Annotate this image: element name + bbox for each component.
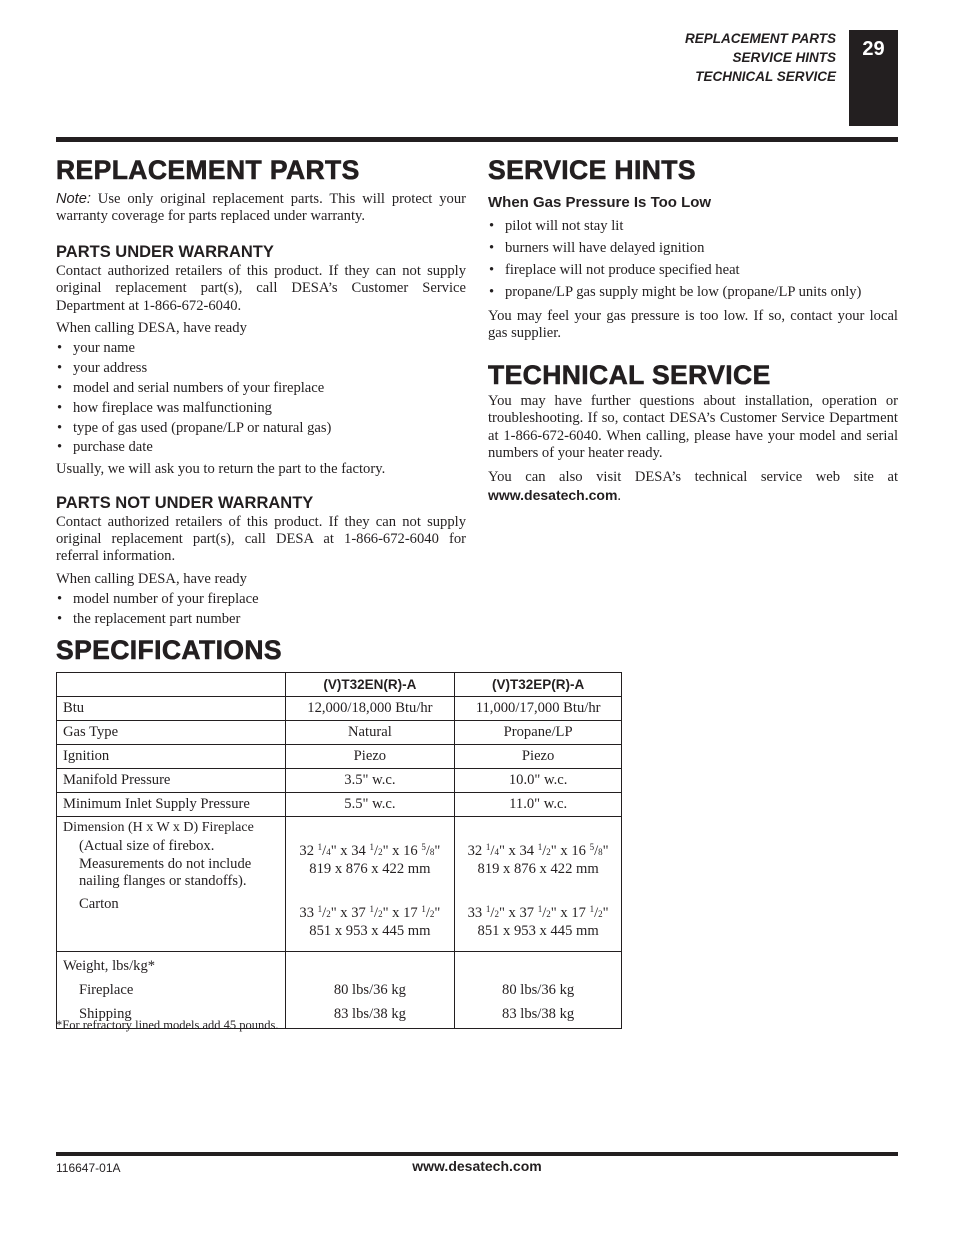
- table-cell: Ignition: [57, 745, 286, 769]
- list-item: • model number of your fireplace: [56, 590, 466, 610]
- table-cell: 3.5" w.c.: [285, 769, 455, 793]
- weight-fireplace-label: Fireplace: [79, 981, 134, 998]
- header-label-replacement-parts: REPLACEMENT PARTS: [684, 31, 836, 46]
- table-header-row: [57, 673, 622, 697]
- table-cell: 10.0" w.c.: [455, 769, 622, 793]
- table-cell: Piezo: [285, 745, 455, 769]
- header-label-service-hints: SERVICE HINTS: [732, 50, 836, 65]
- list-item: • how fireplace was malfunctioning: [56, 399, 466, 419]
- table-cell: [57, 951, 286, 1028]
- fireplace-dimension-mm: 819 x 876 x 422 mm: [477, 861, 599, 878]
- list-item: • the replacement part number: [56, 610, 466, 630]
- table-cell: [57, 817, 286, 952]
- technical-service-para2-text: You can also visit DESA’s technical service web site at: [488, 469, 898, 486]
- carton-dimension-inches: 33 $^1$/2" x 37 $^1$/2" x 17 $^1$/2": [299, 903, 441, 921]
- footer-website-link[interactable]: www.desatech.com: [412, 1158, 542, 1174]
- table-cell: 12,000/18,000 Btu/hr: [285, 697, 455, 721]
- table-cell: Natural: [285, 721, 455, 745]
- weight-shipping-value: 83 lbs/38 kg: [502, 1005, 575, 1022]
- service-hints-title: SERVICE HINTS: [488, 155, 696, 185]
- parts-not-under-warranty-intro: Contact authorized retailers of this product. If they can not supply original replacement part(s), call DESA at 1-866-672-6040 for referral information.: [56, 513, 466, 565]
- fireplace-dimension-inches: 32 $^1$/4" x 34 $^1$/2" x 16 $^5$/8": [467, 842, 609, 859]
- weight-fireplace-value: 80 lbs/36 kg: [333, 981, 406, 998]
- gas-pressure-symptoms-list: [488, 215, 898, 303]
- parts-under-warranty-heading: PARTS UNDER WARRANTY: [56, 242, 274, 261]
- technical-service-section: [488, 358, 898, 505]
- technical-service-para2: [488, 469, 898, 505]
- page-number-tab: [849, 30, 898, 126]
- weight-shipping-value: 83 lbs/38 kg: [333, 1005, 406, 1022]
- table-header-cell: (V)T32EP(R)-A: [455, 673, 622, 697]
- table-cell: Minimum Inlet Supply Pressure: [57, 793, 286, 817]
- parts-under-warranty-intro: Contact authorized retailers of this product. If they can not supply original replacement part(s), call DESA’s Customer Service Department at 1-866-672-6040.: [56, 262, 466, 314]
- header-label-technical-service: TECHNICAL SERVICE: [695, 69, 836, 84]
- page-number: 29: [862, 38, 885, 60]
- table-row: [57, 697, 622, 721]
- table-cell: 11,000/17,000 Btu/hr: [455, 697, 622, 721]
- parts-not-under-warranty-calling: When calling DESA, have ready: [56, 570, 247, 587]
- table-row: [57, 721, 622, 745]
- technical-service-para2-end: .: [617, 487, 622, 504]
- weight-fireplace-value: 80 lbs/36 kg: [502, 981, 575, 998]
- table-cell: Propane/LP: [455, 721, 622, 745]
- table-row: [57, 769, 622, 793]
- list-item: • fireplace will not produce specified heat: [488, 259, 898, 281]
- table-row-weight: [57, 951, 622, 1028]
- technical-service-para1: You may have further questions about installation, operation or troubleshooting. If so, contact DESA’s Customer Service Department at 1-866-672-6040. When calling, please have your model and serial numbers of your heater ready.: [488, 392, 898, 462]
- carton-dimension-mm: 851 x 953 x 445 mm: [309, 923, 431, 940]
- carton-dimension-mm: 851 x 953 x 445 mm: [477, 923, 599, 940]
- technical-service-website-link[interactable]: www.desatech.com: [488, 486, 618, 503]
- list-item: • purchase date: [56, 438, 466, 458]
- technical-service-title: TECHNICAL SERVICE: [488, 359, 771, 390]
- parts-not-under-warranty-heading: PARTS NOT UNDER WARRANTY: [56, 493, 314, 512]
- specifications-title: SPECIFICATIONS: [56, 635, 282, 665]
- table-cell: [455, 817, 622, 952]
- carton-dimension-inches: 33 $^1$/2" x 37 $^1$/2" x 17 $^1$/2": [467, 903, 609, 921]
- table-cell: [455, 951, 622, 1028]
- specifications-table: [56, 672, 622, 1029]
- dimension-label: Dimension (H x W x D) Fireplace: [63, 820, 254, 835]
- list-item: • your name: [56, 339, 466, 359]
- table-row-dimension: [57, 817, 622, 952]
- table-row: [57, 745, 622, 769]
- replacement-parts-note: [56, 191, 466, 226]
- gas-pressure-low-heading: When Gas Pressure Is Too Low: [488, 194, 712, 211]
- list-item: • propane/LP gas supply might be low (propane/LP units only): [488, 281, 898, 303]
- table-cell: Piezo: [455, 745, 622, 769]
- table-cell: 11.0" w.c.: [455, 793, 622, 817]
- replacement-parts-title: REPLACEMENT PARTS: [56, 155, 360, 185]
- specifications-footnote: *For refractory lined models add 45 pounds.: [56, 1018, 279, 1032]
- fireplace-dimension-inches: 32 $^1$/4" x 34 $^1$/2" x 16 $^5$/8": [299, 842, 441, 859]
- document-number: 116647-01A: [56, 1161, 121, 1175]
- parts-under-warranty-calling: When calling DESA, have ready: [56, 320, 247, 337]
- table-cell: [285, 951, 455, 1028]
- list-item: • burners will have delayed ignition: [488, 237, 898, 259]
- replacement-parts-section: [56, 153, 466, 630]
- parts-under-warranty-list: [56, 339, 466, 458]
- list-item: • type of gas used (propane/LP or natural gas): [56, 419, 466, 439]
- weight-shipping-label: Shipping: [79, 1005, 132, 1022]
- table-cell: [285, 817, 455, 952]
- right-column: [488, 153, 898, 505]
- footer-rule: [56, 1152, 898, 1156]
- list-item: • pilot will not stay lit: [488, 215, 898, 237]
- table-cell: Gas Type: [57, 721, 286, 745]
- header-section-labels: [685, 29, 836, 86]
- list-item: • your address: [56, 359, 466, 379]
- note-text: Use only original replacement parts. This will protect your warranty coverage for parts replaced under warranty.: [56, 191, 466, 225]
- dimension-carton-label: Carton: [79, 895, 119, 912]
- list-item: • model and serial numbers of your fireplace: [56, 379, 466, 399]
- table-cell: Manifold Pressure: [57, 769, 286, 793]
- service-hints-section: [488, 153, 898, 343]
- weight-label: Weight, lbs/kg*: [63, 957, 156, 974]
- table-header-cell: [57, 673, 286, 697]
- header-rule: [56, 137, 898, 142]
- parts-under-warranty-closing: Usually, we will ask you to return the part to the factory.: [56, 461, 386, 478]
- table-row: [57, 793, 622, 817]
- note-label: Note:: [56, 191, 91, 207]
- parts-not-under-warranty-list: [56, 590, 466, 630]
- dimension-sub-label: (Actual size of firebox. Measurements do not include nailing flanges or standoffs).: [79, 838, 252, 890]
- service-hints-closing: You may feel your gas pressure is too low. If so, contact your local gas supplier.: [488, 308, 898, 342]
- table-cell: Btu: [57, 697, 286, 721]
- fireplace-dimension-mm: 819 x 876 x 422 mm: [309, 861, 431, 878]
- table-cell: 5.5" w.c.: [285, 793, 455, 817]
- table-header-cell: (V)T32EN(R)-A: [285, 673, 455, 697]
